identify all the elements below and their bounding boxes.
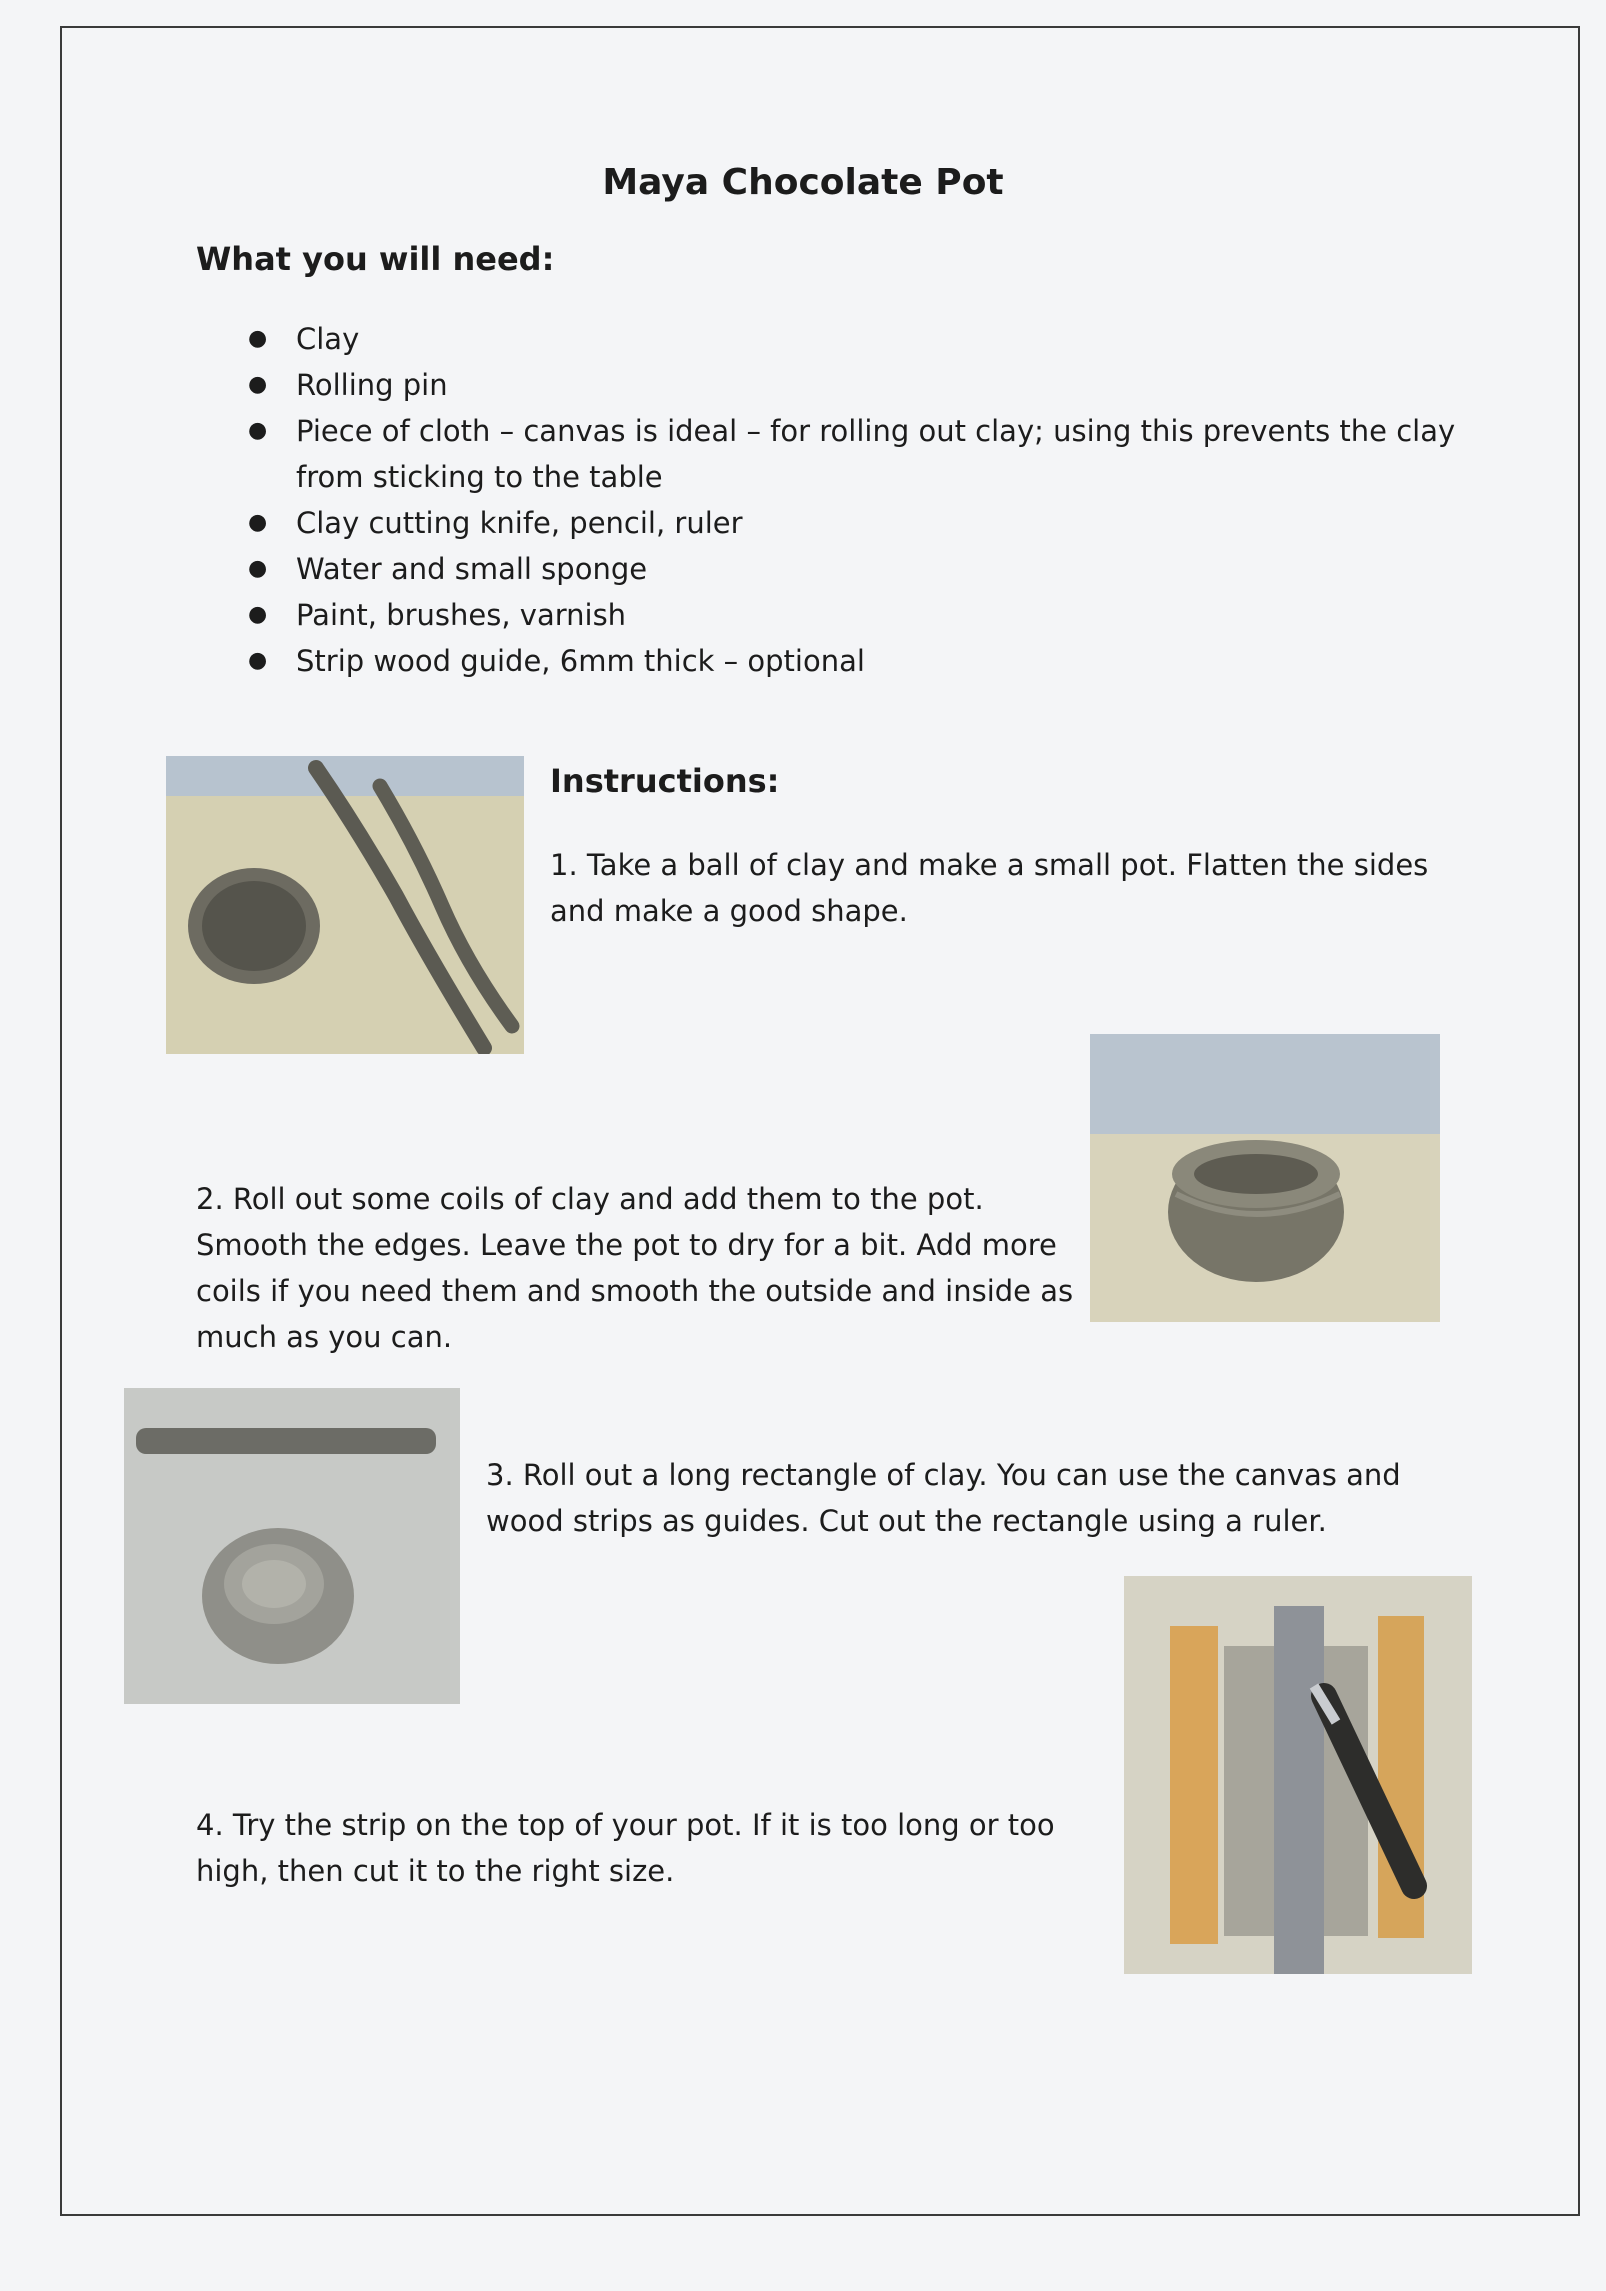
page-title: Maya Chocolate Pot (602, 162, 1004, 203)
bullet-icon: ● (248, 556, 268, 581)
step-2-text: 2. Roll out some coils of clay and add them to the pot. Smooth the edges. Leave the pot to dry for a bit. Add more coils if you need them and smooth the outside and inside as much as you can. (196, 1182, 1074, 1354)
instructions-heading: Instructions: (550, 762, 780, 800)
list-item: ● Clay cutting knife, pencil, ruler (238, 500, 1478, 546)
materials-heading: What you will need: (196, 240, 555, 278)
list-item: ● Paint, brushes, varnish (238, 592, 1478, 638)
step-4-text: 4. Try the strip on the top of your pot. If it is too long or too high, then cut it to the right size. (196, 1808, 1055, 1888)
bullet-icon: ● (248, 372, 268, 397)
bullet-icon: ● (248, 418, 268, 443)
step-3-text: 3. Roll out a long rectangle of clay. You can use the canvas and wood strips as guides. Cut out the rectangle using a ruler. (486, 1458, 1401, 1538)
wood-strips-ruler-knife-photo (1124, 1576, 1472, 1974)
list-item: ● Water and small sponge (238, 546, 1478, 592)
coiled-pot-photo (1090, 1034, 1440, 1322)
list-item: ● Clay (238, 316, 1478, 362)
list-item: ● Strip wood guide, 6mm thick – optional (238, 638, 1478, 684)
bullet-icon: ● (248, 510, 268, 535)
bullet-icon: ● (248, 648, 268, 673)
materials-list (238, 316, 1478, 684)
list-item: ● Piece of cloth – canvas is ideal – for rolling out clay; using this prevents the clay from sticking to the table (238, 408, 1478, 500)
bullet-icon: ● (248, 602, 268, 627)
list-item: ● Rolling pin (238, 362, 1478, 408)
clay-pot-and-coils-photo (166, 756, 524, 1054)
step-1-text: 1. Take a ball of clay and make a small pot. Flatten the sides and make a good shape. (550, 848, 1429, 928)
clay-strip-and-base-photo (124, 1388, 460, 1704)
bullet-icon: ● (248, 326, 268, 351)
